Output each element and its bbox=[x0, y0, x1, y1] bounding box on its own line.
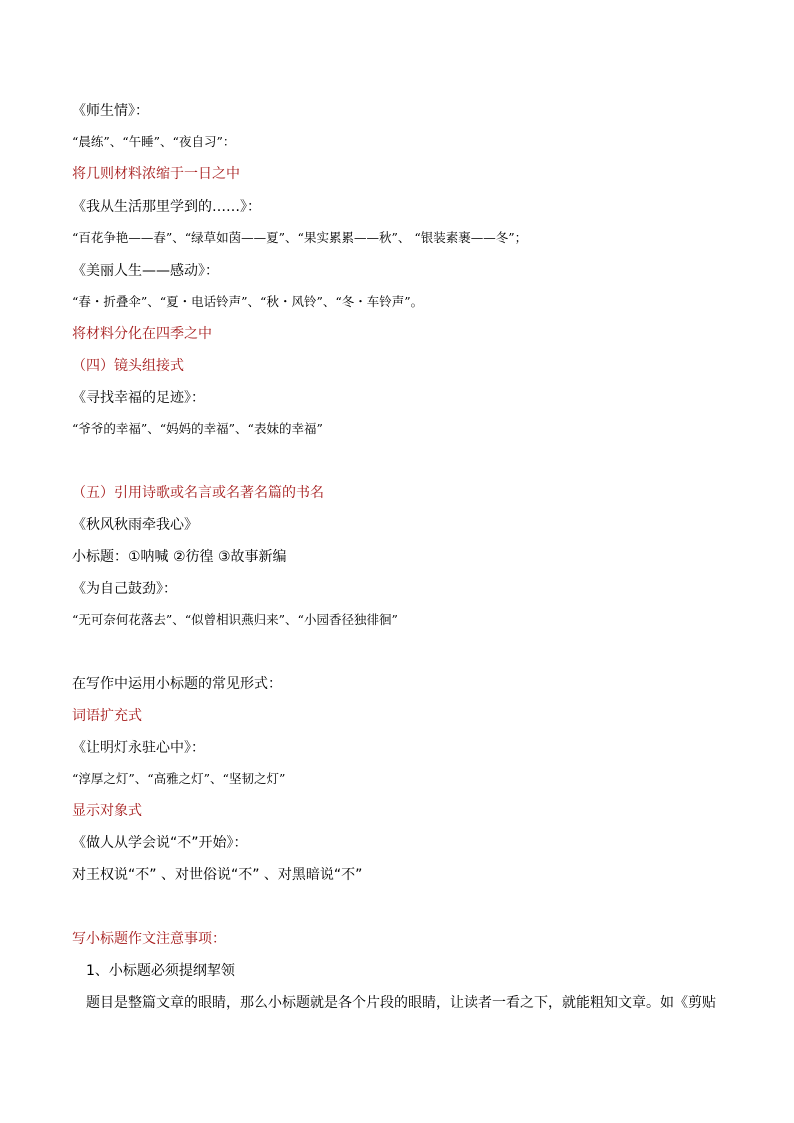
section-heading-4: （四）镜头组接式 bbox=[72, 358, 184, 374]
form-heading: 显示对象式 bbox=[72, 803, 142, 819]
form-heading: 词语扩充式 bbox=[72, 708, 142, 724]
subtitles-line: “百花争艳——春”、“绿草如茵——夏”、“果实累累——秋”、 “银装素裹——冬”； bbox=[72, 230, 528, 245]
method-note: 将材料分化在四季之中 bbox=[72, 326, 212, 342]
section-heading-5: （五）引用诗歌或名言或名著名篇的书名 bbox=[72, 485, 324, 501]
subtitles-line: “春・折叠伞”、“夏・电话铃声”、“秋・风铃”、“冬・车铃声”。 bbox=[72, 294, 424, 309]
subtitles-line: 小标题：①呐喊 ②彷徨 ③故事新编 bbox=[72, 549, 287, 565]
subtitles-line: “晨练”、“午睡”、“夜自习”： bbox=[72, 134, 236, 149]
essay-title: 《我从生活那里学到的……》： bbox=[72, 199, 261, 215]
essay-title: 《寻找幸福的足迹》： bbox=[72, 390, 205, 406]
essay-title: 《让明灯永驻心中》： bbox=[72, 740, 205, 756]
subtitles-line: “淳厚之灯”、“高雅之灯”、“坚韧之灯” bbox=[72, 771, 286, 786]
forms-intro: 在写作中运用小标题的常见形式： bbox=[72, 676, 282, 692]
notes-heading: 写小标题作文注意事项： bbox=[72, 931, 226, 947]
subtitles-line: “爷爷的幸福”、“妈妈的幸福”、“表妹的幸福” bbox=[72, 421, 323, 436]
essay-title: 《秋风秋雨牵我心》 bbox=[72, 517, 198, 533]
method-note: 将几则材料浓缩于一日之中 bbox=[72, 166, 240, 182]
essay-title: 《做人从学会说“不”开始》： bbox=[72, 835, 248, 851]
body-paragraph: 题目是整篇文章的眼睛，那么小标题就是各个片段的眼睛，让读者一看之下，就能粗知文章。如《剪贴 bbox=[86, 995, 716, 1011]
essay-title: 《为自己鼓劲》： bbox=[72, 581, 177, 597]
note-item-1: 1、小标题必须提纲挈领 bbox=[86, 963, 235, 979]
subtitles-line: “无可奈何花落去”、“似曾相识燕归来”、“小园香径独徘徊” bbox=[72, 612, 398, 627]
essay-title: 《美丽人生——感动》： bbox=[72, 263, 219, 279]
essay-title-shishengqing: 《师生情》： bbox=[72, 103, 149, 119]
subtitles-line: 对王权说“不” 、对世俗说“不” 、对黑暗说“不” bbox=[72, 867, 363, 883]
